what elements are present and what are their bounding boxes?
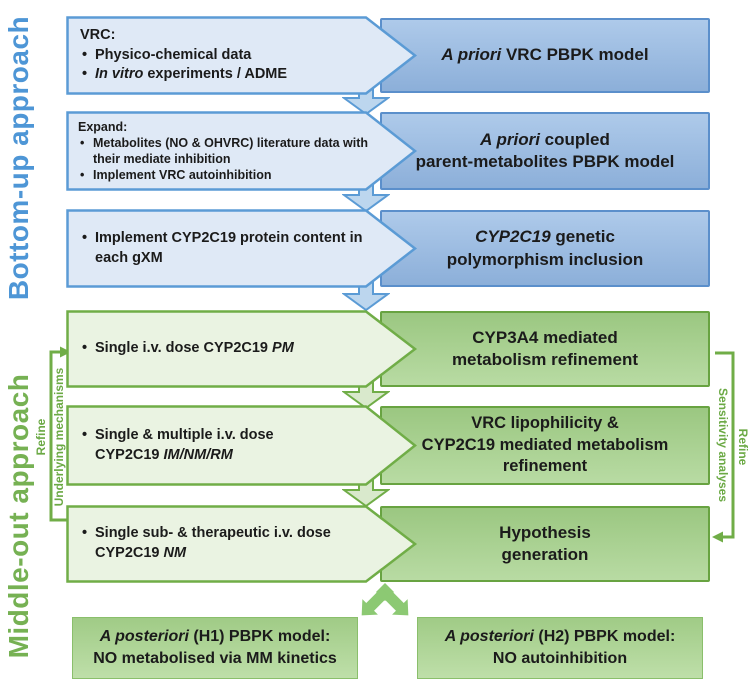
bullet-item: • In vitro experiments / ADME: [80, 65, 368, 85]
stage-box-cyp2c19-polymorphism: CYP2C19 genetic polymorphism inclusion: [380, 210, 710, 287]
bullet-item: • Single & multiple i.v. dose CYP2C19 IM/NM/RM: [80, 426, 368, 465]
stage-box-coupled-pbpk: A priori coupled parent-metabolites PBPK model: [380, 112, 710, 190]
branch-split-arrow-icon: [345, 580, 425, 622]
feedback-left-refine-label: Refine: [34, 418, 48, 456]
input-text-expand: [78, 111, 374, 191]
box-header: Expand:: [78, 119, 128, 134]
input-text-protein-content: [80, 209, 368, 288]
stage-box-hypothesis-generation: Hypothesis generation: [380, 506, 710, 582]
feedback-right-analyses-label: Sensitivity analyses: [716, 387, 730, 503]
outcome-box-h1: A posteriori (H1) PBPK model: NO metabolised via MM kinetics: [72, 617, 358, 679]
stage-box-vrc-lipophilicity: VRC lipophilicity & CYP2C19 mediated metabolism refinement: [380, 406, 710, 485]
stage-box-cyp3a4-refinement: CYP3A4 mediated metabolism refinement: [380, 311, 710, 387]
bullet-item: • Physico-chemical data: [80, 46, 368, 66]
stage-box-apriori-vrc-pbpk: A priori VRC PBPK model: [380, 18, 710, 93]
input-text-single-sub-therapeutic: [80, 505, 368, 583]
bullet-item: • Metabolites (NO & OHVRC) literature data with their mediate inhibition: [78, 135, 374, 168]
outcome-box-h2: A posteriori (H2) PBPK model: NO autoinhibition: [417, 617, 703, 679]
bullet-item: • Implement VRC autoinhibition: [78, 167, 374, 183]
input-text-vrc: [80, 16, 368, 95]
bullet-item: • Single i.v. dose CYP2C19 PM: [80, 339, 368, 359]
input-text-single-multiple-iv: [80, 405, 368, 486]
input-text-single-iv-pm: [80, 310, 368, 388]
box-header: VRC:: [80, 27, 116, 44]
stage-title: A priori: [441, 45, 502, 65]
feedback-left-mechanisms-label: Underlying mechanisms: [52, 367, 66, 507]
bullet-item: • Implement CYP2C19 protein content in each gXM: [80, 229, 368, 268]
feedback-right-refine-label: Refine: [736, 428, 750, 466]
middle-out-approach-label: Middle-out approach: [3, 373, 34, 659]
bottom-up-approach-label: Bottom-up approach: [3, 15, 34, 301]
bullet-item: • Single sub- & therapeutic i.v. dose CYP2C19 NM: [80, 524, 368, 563]
